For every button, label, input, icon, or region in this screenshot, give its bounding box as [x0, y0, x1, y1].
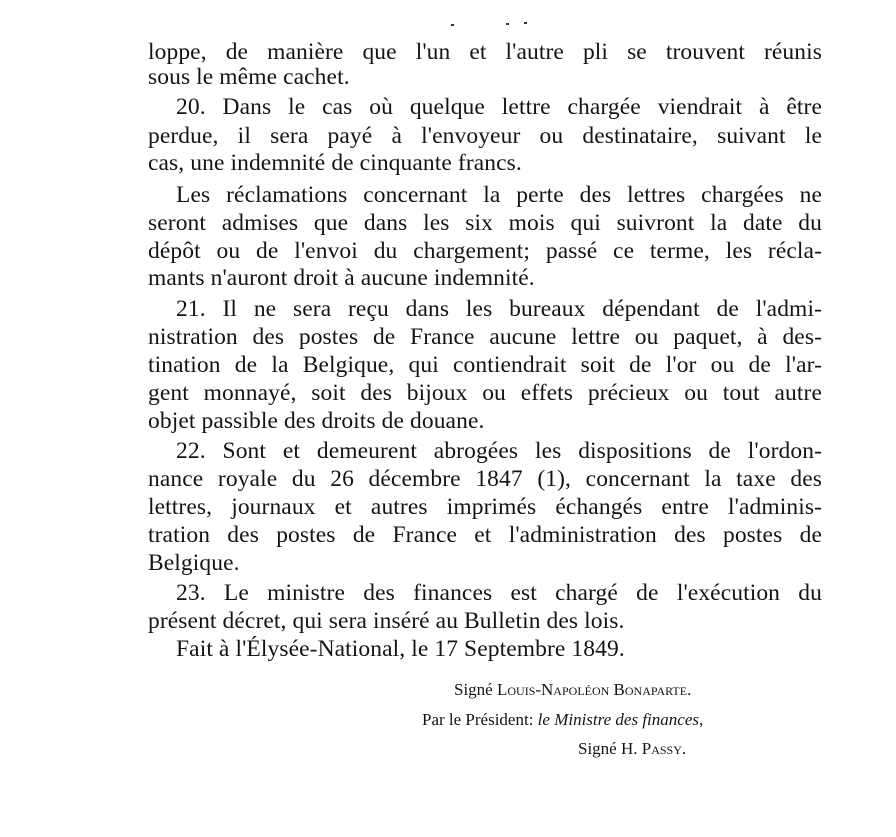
- text-line: lettres, journaux et autres imprimés échangés entre l'adminis-: [148, 494, 822, 520]
- text-line: Belgique.: [148, 550, 240, 576]
- text-line: sous le même cachet.: [148, 64, 350, 90]
- top-speck: [451, 24, 454, 26]
- article-22-heading-line: 22. Sont et demeurent abrogées les dispositions de l'ordon-: [176, 438, 822, 464]
- text-line: tination de la Belgique, qui contiendrait soit de l'or ou de l'ar-: [148, 352, 822, 378]
- text-line: dépôt ou de l'envoi du chargement; passé ce terme, les récla-: [148, 238, 822, 264]
- text-line: mants n'auront droit à aucune indemnité.: [148, 265, 535, 291]
- text-line: nance royale du 26 décembre 1847 (1), concernant la taxe des: [148, 466, 822, 492]
- signature-prefix: Signé H.: [578, 739, 642, 758]
- signatory-name: Louis-Napoléon Bonaparte.: [496, 680, 692, 699]
- text-line: tration des postes de France et l'administration des postes de: [148, 522, 822, 548]
- paragraph-start-line: Les réclamations concernant la perte des lettres chargées ne: [176, 182, 822, 208]
- text-line: cas, une indemnité de cinquante francs.: [148, 150, 522, 176]
- minister-title: le Ministre des finances,: [537, 710, 704, 729]
- date-line: Fait à l'Élysée-National, le 17 Septembre 1849.: [176, 636, 625, 662]
- text-line: loppe, de manière que l'un et l'autre pli se trouvent réunis: [148, 39, 822, 65]
- signature-line-1: [454, 679, 691, 701]
- text-line: nistration des postes de France aucune lettre ou paquet, à des-: [148, 324, 822, 350]
- article-20-heading-line: 20. Dans le cas où quelque lettre chargée viendrait à être: [176, 94, 822, 120]
- article-21-heading-line: 21. Il ne sera reçu dans les bureaux dépendant de l'admi-: [176, 296, 822, 322]
- text-line: seront admises que dans les six mois qui suivront la date du: [148, 210, 822, 236]
- article-23-heading-line: 23. Le ministre des finances est chargé de l'exécution du: [176, 580, 822, 606]
- top-speck: [506, 23, 509, 25]
- text-line: présent décret, qui sera inséré au Bulletin des lois.: [148, 608, 625, 634]
- signature-line-2: [422, 709, 703, 731]
- text-line: gent monnayé, soit des bijoux ou effets précieux ou tout autre: [148, 380, 822, 406]
- signature-line-3: [578, 738, 686, 760]
- text-line: objet passible des droits de douane.: [148, 408, 485, 434]
- text-line: perdue, il sera payé à l'envoyeur ou destinataire, suivant le: [148, 123, 822, 149]
- minister-name: Passy.: [641, 739, 687, 758]
- signature-prefix: Signé: [454, 680, 497, 699]
- top-speck: [524, 22, 527, 24]
- signature-prefix: Par le Président:: [422, 710, 538, 729]
